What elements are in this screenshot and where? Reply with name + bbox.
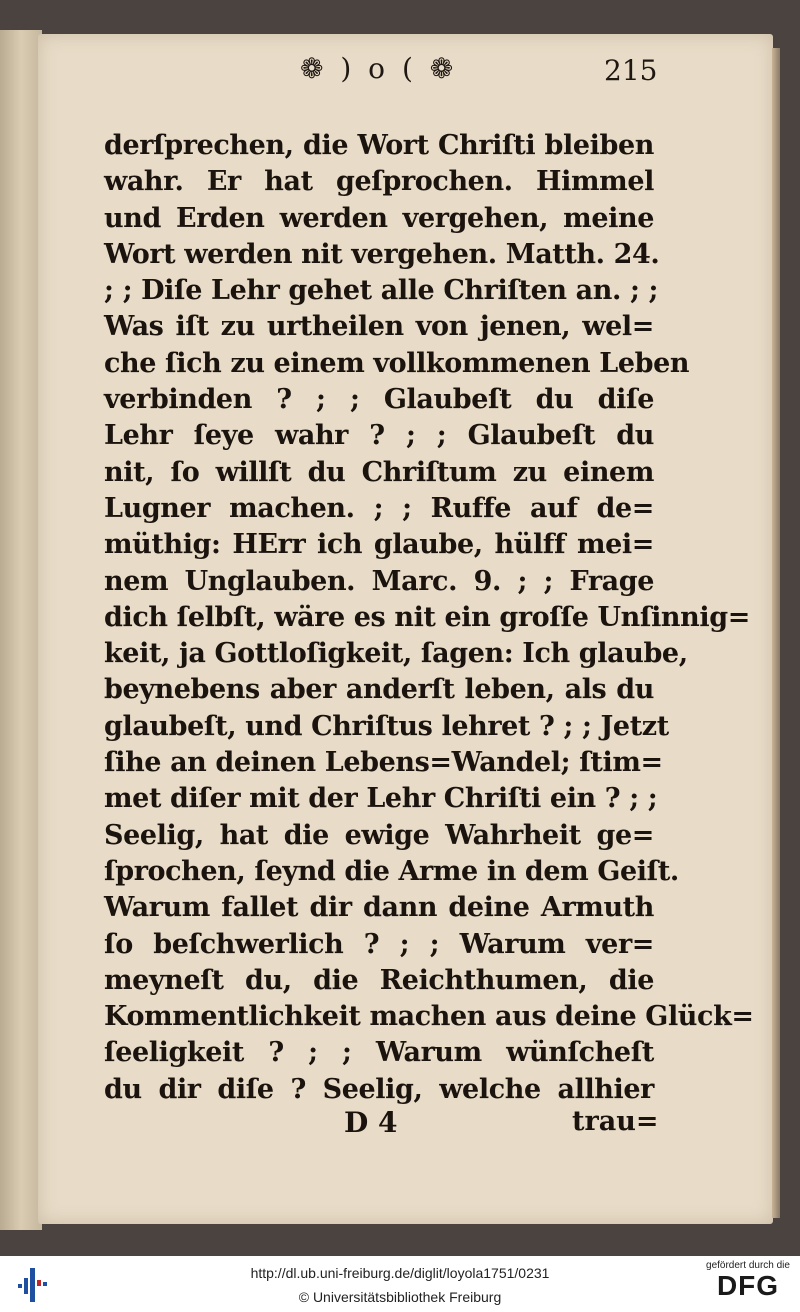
text-line: beynebens aber anderſt leben, als du [104,674,654,706]
text-line: ſeeligkeit ? ; ; Warum wünſcheſt [104,1037,654,1069]
text-line: Lehr ſeye wahr ? ; ; Glaubeſt du [104,420,654,452]
text-line: Warum fallet dir dann deine Armuth [104,892,654,924]
dfg-logo: DFG [716,1270,780,1301]
text-line: Lugner machen. ; ; Ruffe auf de= [104,492,654,524]
text-line: müthig: HErr ich glaube, hülff mei= [104,529,654,561]
left-page-edge [0,30,42,1230]
text-line: glaubeſt, und Chriſtus lehret ? ; ; Jetzt [104,710,669,742]
text-line: ſo beſchwerlich ? ; ; Warum ver= [104,928,654,960]
text-line: dich ſelbſt, wäre es nit ein groſſe Unſinnig= [104,601,750,633]
text-line: du dir diſe ? Seelig, welche allhier [104,1073,654,1105]
text-line: che ſich zu einem vollkommenen Leben [104,347,690,379]
text-line: Kommentlichkeit machen aus deine Glück= [104,1001,754,1033]
page-header [0,52,800,92]
text-line: ; ; Diſe Lehr gehet alle Chriſten an. ; ; [104,275,659,307]
text-line: Was iſt zu urtheilen von jenen, wel= [104,311,654,343]
page-number: 215 [604,54,658,87]
text-line: ſihe an deinen Lebens=Wandel; ſtim= [104,747,663,779]
text-line: und Erden werden vergehen, meine [104,202,654,234]
text-line: verbinden ? ; ; Glaubeſt du diſe [104,384,654,416]
text-line: met diſer mit der Lehr Chriſti ein ? ; ; [104,783,658,815]
credit-bar [0,1256,800,1312]
catchword: trau= [572,1106,659,1137]
dfg-funding-badge [700,1260,796,1301]
text-line: Seelig, hat die ewige Wahrheit ge= [104,819,654,851]
header-ornament: ❁ ) o ( ❁ [300,52,458,85]
text-line: Wort werden nit vergehen. Matth. 24. [104,238,660,270]
text-line: nit, ſo willſt du Chriſtum zu einem [104,456,654,488]
text-line: wahr. Er hat geſprochen. Himmel [104,166,654,198]
text-line: meyneſt du, die Reichthumen, die [104,964,654,996]
text-line: derſprechen, die Wort Chriſti bleiben [104,130,654,161]
signature-mark: D 4 [344,1106,398,1139]
text-line: keit, ja Gottloſigkeit, ſagen: Ich glaube, [104,638,688,670]
body-text [104,128,754,1108]
text-line: ſprochen, ſeynd die Arme in dem Geiſt. [104,855,679,887]
text-line: nem Unglauben. Marc. 9. ; ; Frage [104,565,654,597]
copyright-text: © Universitätsbibliothek Freiburg [298,1289,502,1305]
page-footer [0,1106,800,1146]
source-url[interactable]: http://dl.ub.uni-freiburg.de/diglit/loyola1751/0231 [250,1265,550,1281]
dfg-caption: gefördert durch die [706,1260,790,1271]
right-page-edge [772,48,780,1218]
